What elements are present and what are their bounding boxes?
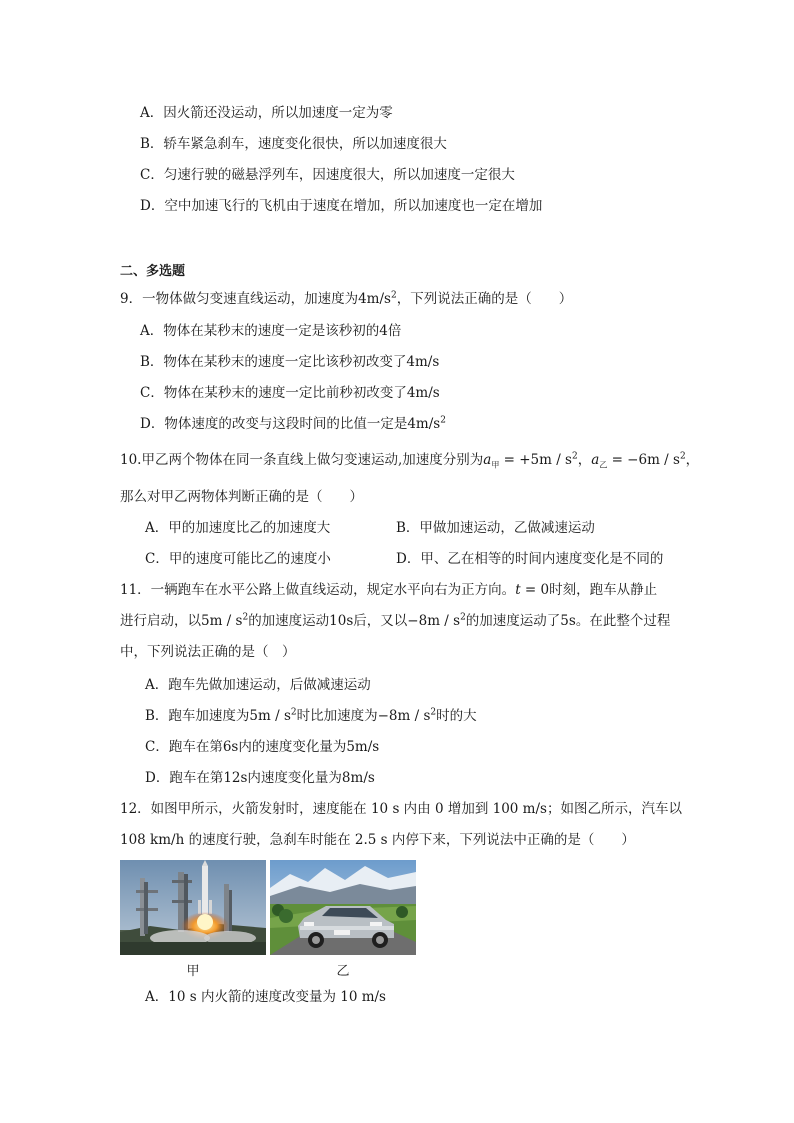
- q11-option-d: D．跑车在第12s内速度变化量为8m/s: [145, 770, 375, 786]
- q11-stem-line1: [120, 580, 657, 600]
- q9-option-d: [140, 414, 446, 434]
- rocket-launch-image: [120, 860, 266, 955]
- q10-stem-pre: 10.甲乙两个物体在同一条直线上做匀变速运动,加速度分别为: [120, 452, 484, 468]
- q11-optb-mid: 时比加速度为−8m / s: [296, 708, 431, 724]
- q10-sep: ，: [577, 452, 592, 468]
- q12-stem-line2: 108 km/h 的速度行驶，急刹车时能在 2.5 s 内停下来，下列说法中正确的是（ ）: [120, 832, 635, 848]
- q9-option-c: C．物体在某秒末的速度一定比前秒初改变了4m/s: [140, 385, 440, 401]
- q11-optb-pre: B．跑车加速度为5m / s: [145, 708, 291, 724]
- q10-a-jia-sub: 甲: [491, 460, 500, 470]
- q11-line2-pre: 进行启动，以5m / s: [120, 613, 243, 629]
- q8-option-c: C．匀速行驶的磁悬浮列车，因速度很大，所以加速度一定很大: [140, 167, 515, 183]
- q11-line2-sup2: 2: [460, 612, 466, 623]
- q10-eq2-sup: 2: [679, 451, 686, 462]
- caption-right: 乙: [336, 964, 350, 979]
- car-scene-graphic: [270, 860, 416, 955]
- q10-stem-line1: [120, 450, 699, 476]
- q11-option-a: A．跑车先做加速运动，后做减速运动: [145, 677, 371, 693]
- q10-eq1: = +5m / s: [499, 452, 572, 468]
- caption-left: 甲: [186, 964, 200, 979]
- q11-line1-post: = 0时刻，跑车从静止: [520, 582, 658, 598]
- rocket-launch-graphic: [120, 860, 266, 955]
- q10-eq1-sup: 2: [571, 451, 578, 462]
- q10-stem-end: ，: [685, 452, 700, 468]
- q9-stem: [120, 289, 572, 309]
- q8-option-a: A．因火箭还没运动，所以加速度一定为零: [140, 105, 393, 121]
- q10-option-d: D．甲、乙在相等的时间内速度变化是不同的: [396, 551, 664, 567]
- q11-stem-line2: [120, 611, 670, 631]
- q12-stem-line1: 12．如图甲所示，火箭发射时，速度能在 10 s 内由 0 增加到 100 m/s；如图乙所示，汽车以: [120, 801, 682, 817]
- q8-option-b: B．轿车紧急刹车，速度变化很快，所以加速度很大: [140, 136, 447, 152]
- q9-stem-post: ，下列说法正确的是（ ）: [396, 291, 573, 307]
- q9-option-d-sup: 2: [440, 415, 446, 426]
- q11-option-c: C．跑车在第6s内的速度变化量为5m/s: [145, 739, 380, 755]
- q11-stem-line3: 中，下列说法正确的是（ ）: [120, 644, 296, 660]
- q11-optb-post: 时的大: [436, 708, 477, 724]
- car-braking-image: [270, 860, 416, 955]
- q11-line1-pre: 11．一辆跑车在水平公路上做直线运动，规定水平向右为正方向。: [120, 582, 516, 598]
- q11-optb-sup1: 2: [290, 707, 297, 718]
- q10-a-yi: a: [591, 452, 600, 468]
- q9-option-a: A．物体在某秒末的速度一定是该秒初的4倍: [140, 323, 402, 339]
- q10-option-a: A．甲的加速度比乙的加速度大: [145, 520, 331, 536]
- q8-option-d: D．空中加速飞行的飞机由于速度在增加，所以加速度也一定在增加: [140, 198, 543, 214]
- q11-t: t: [515, 582, 521, 598]
- q9-option-b: B．物体在某秒末的速度一定比该秒初改变了4m/s: [140, 354, 440, 370]
- q9-stem-pre: 9．一物体做匀变速直线运动，加速度为4m/s: [120, 291, 391, 307]
- q10-eq2: = −6m / s: [607, 452, 680, 468]
- q10-a-yi-sub: 乙: [599, 460, 608, 470]
- q9-option-d-text: D．物体速度的改变与这段时间的比值一定是4m/s: [140, 416, 441, 432]
- q11-line2-sup1: 2: [242, 612, 249, 623]
- section-title: 二、多选题: [120, 264, 186, 279]
- q10-option-c: C．甲的速度可能比乙的速度小: [145, 551, 331, 567]
- q11-line2-post: 的加速度运动了5s。在此整个过程: [465, 613, 671, 629]
- q11-option-b: [145, 706, 477, 726]
- q12-option-a: A．10 s 内火箭的速度改变量为 10 m/s: [145, 989, 386, 1005]
- q9-stem-sup: 2: [390, 290, 397, 301]
- q10-option-b: B．甲做加速运动，乙做减速运动: [396, 520, 595, 536]
- q11-line2-mid: 的加速度运动10s后，又以−8m / s: [248, 613, 461, 629]
- q10-a-jia: a: [483, 452, 492, 468]
- q10-stem-line2: 那么对甲乙两物体判断正确的是（ ）: [120, 489, 363, 505]
- q11-optb-sup2: 2: [430, 707, 437, 718]
